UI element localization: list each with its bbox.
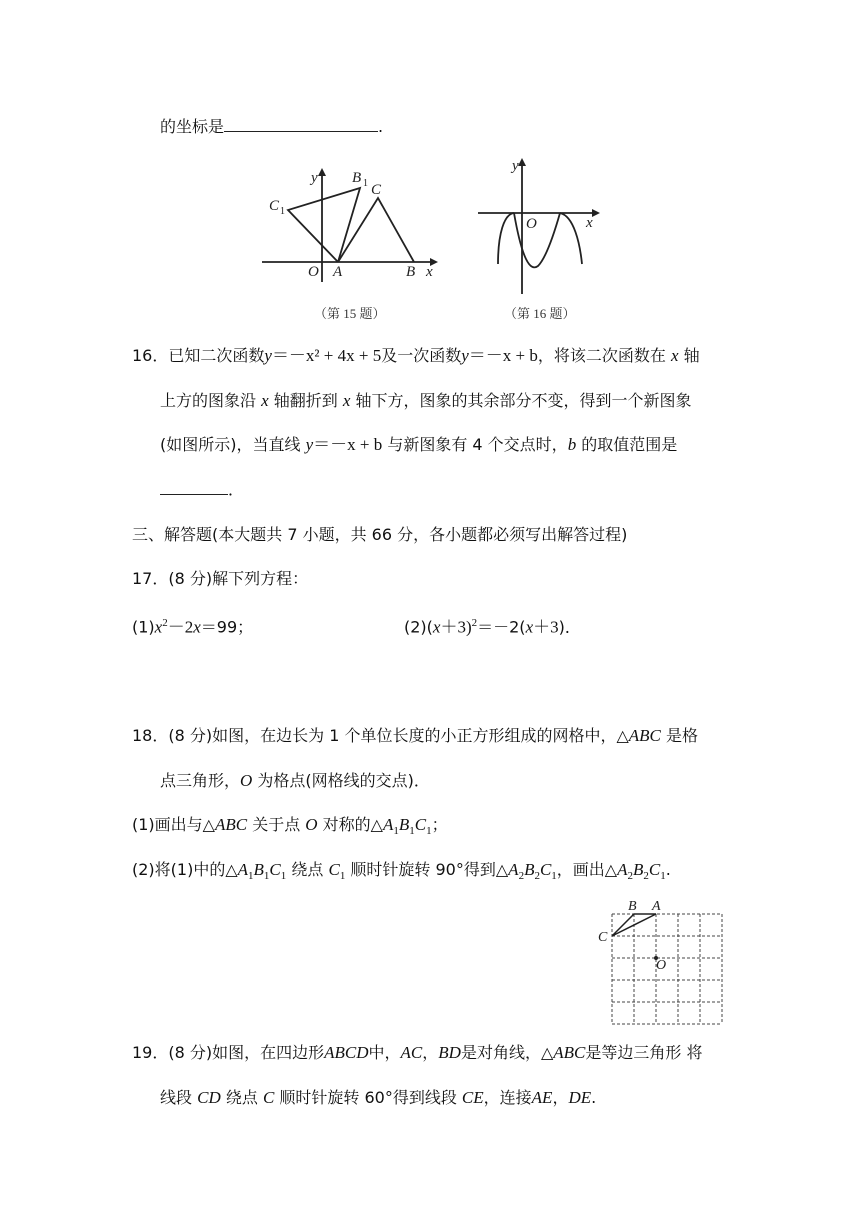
q17-p2-rhs: ＝－2( [477, 617, 526, 637]
figure-16 [474, 154, 604, 324]
q16-text-3a: (如图所示)，当直线 [160, 435, 301, 454]
q16-number: 16． [132, 346, 169, 365]
q18-line-1 [132, 725, 698, 747]
fig15-triangle-abc [338, 198, 414, 262]
q16-text-1c: ，将该二次函数在 [537, 346, 666, 365]
q16-text-1a: 已知二次函数 [168, 346, 265, 365]
q16-text-2b: 轴翻折到 [273, 391, 338, 410]
q16-text-1d: 轴 [683, 346, 700, 365]
q16-linear: ＝－x + b [313, 435, 383, 454]
math-bd: BD [438, 1043, 461, 1062]
fig18-label-c: C [598, 930, 608, 945]
q18-text-2a: 点三角形， [160, 771, 241, 790]
math-ae: AE [531, 1088, 553, 1107]
fig16-y-arrow [518, 158, 526, 166]
fig15-label-o: O [308, 264, 319, 280]
q15-text: 的坐标是 [160, 117, 225, 136]
q18-p2-c: 顺时针旋转 90°得到△ [350, 860, 509, 879]
math-y: y [305, 435, 314, 454]
fig18-label-b: B [628, 899, 637, 914]
q18-line-2 [160, 770, 430, 792]
fig16-label-o: O [526, 216, 537, 232]
fig16-x-arrow [592, 209, 600, 217]
q19-line-1 [132, 1042, 702, 1064]
q18-text-1b: 是格 [665, 726, 698, 745]
q18-p2-d: ，画出△ [556, 860, 618, 879]
math-ac: AC [400, 1043, 423, 1062]
math-y: y [461, 346, 469, 365]
q18-text-1a: 18．(8 分)如图，在边长为 1 个单位长度的小正方形组成的网格中，△ [132, 726, 629, 745]
q19-text-2a: 线段 [160, 1088, 193, 1107]
q17-p1-label: (1) [132, 617, 155, 637]
math-ce: CE [461, 1088, 484, 1107]
fig15-label-b1-sub: 1 [363, 178, 368, 189]
q18-p2-a: (2)将(1)中的△ [132, 860, 238, 879]
fig16-label-x: x [586, 215, 593, 231]
math-o: O [305, 815, 318, 834]
q19-text-1d: 是对角线，△ [460, 1043, 554, 1062]
fig15-y-arrow [318, 168, 326, 176]
fig16-right-branch [560, 213, 582, 264]
fig15-label-y: y [311, 170, 318, 186]
q19-text-2e: ， [552, 1088, 569, 1107]
q17-p1-rhs: ＝99； [200, 617, 254, 637]
fig15-triangle-ab1c1 [288, 188, 360, 262]
fig15-label-c: C [371, 182, 382, 198]
q18-p1-d: ； [431, 815, 448, 834]
fig15-label-x: x [426, 264, 433, 280]
math-abcd: ABCD [324, 1043, 369, 1062]
section-3-title: 三、解答题(本大题共 7 小题，共 66 分，各小题都必须写出解答过程) [132, 525, 628, 544]
q19-text-2f: . [591, 1088, 597, 1107]
math-c: C [262, 1088, 275, 1107]
fig15-label-c1-sub: 1 [280, 206, 285, 217]
q15-end: . [378, 117, 384, 136]
math-b: b [567, 435, 577, 454]
q18-text-2b: 为格点(网格线的交点)． [257, 771, 430, 790]
fig16-lower-arc [514, 213, 560, 267]
q17-p2-end: )． [558, 617, 581, 637]
q16-line-3 [160, 434, 677, 456]
fig15-label-c1: C [269, 198, 280, 214]
math-y: y [264, 346, 272, 365]
q17-part-2: $(2)(x+3)^2=-2(x+3)$． [404, 617, 581, 637]
fig15-label-b1: B [352, 170, 362, 186]
figure-15 [258, 162, 444, 324]
q16-line-2 [160, 390, 692, 412]
math-de: DE [568, 1088, 592, 1107]
q18-p1-c: 对称的△ [322, 815, 383, 834]
math-abc: ABC [628, 726, 661, 745]
q16-text-1b: 及一次函数 [381, 346, 462, 365]
q16-line-4 [160, 479, 244, 501]
triangle-abc [612, 914, 656, 936]
math-abc: ABC [553, 1043, 586, 1062]
q19-text-1e: 是等边三角形 将 [585, 1043, 703, 1062]
q15-answer-blank[interactable] [224, 117, 378, 132]
q16-end: ． [228, 480, 245, 499]
fig15-label-a: A [333, 264, 343, 280]
q19-text-1b: 中， [368, 1043, 401, 1062]
q19-text-2c: 顺时针旋转 60°得到线段 [279, 1088, 457, 1107]
q18-p1-b: 关于点 [252, 815, 301, 834]
q16-text-3b: 与新图象有 4 个交点时， [387, 435, 568, 454]
fig16-left-branch [498, 213, 514, 264]
fig18-label-a: A [652, 899, 661, 914]
q16-linear: ＝－x + b [468, 346, 538, 365]
math-cd: CD [197, 1088, 221, 1107]
q19-text-1a: 19．(8 分)如图，在四边形 [132, 1043, 325, 1062]
q15-answer-line [160, 116, 383, 138]
fig18-label-o: O [656, 958, 667, 973]
q17-p2-label: (2)( [404, 617, 433, 637]
q17-head: 17．(8 分)解下列方程： [132, 569, 309, 588]
grid-lines [612, 914, 722, 1024]
q16-text-2c: 轴下方，图象的其余部分不变，得到一个新图象 [355, 391, 692, 410]
q16-answer-blank[interactable] [160, 480, 228, 495]
q17-part-1: $(1)x^2-2x=99$； [132, 617, 254, 637]
math-abc: ABC [214, 815, 248, 834]
figure-18-grid [594, 896, 728, 1028]
math-x: x [670, 346, 679, 365]
q19-line-2 [160, 1087, 596, 1109]
q16-text-2a: 上方的图象沿 [160, 391, 257, 410]
fig16-label-y: y [512, 158, 519, 174]
fig16-caption: （第 16 题） [504, 306, 576, 321]
q18-p2-b: 绕点 [291, 860, 324, 879]
q16-quadratic: ＝－x² + 4x + 5 [271, 346, 382, 365]
math-x: x [261, 391, 269, 410]
q18-part-2: (2)将(1)中的$\triangle A_1B_1C_1$ 绕点 $C_1$ 顺时针旋转 90°得到$\triangle A_2B_2C_1$，画出$\triangle A_2B_2C_1$. [132, 860, 671, 883]
math-o: O [240, 771, 253, 790]
q16-text-3c: 的取值范围是 [581, 435, 678, 454]
q18-part-1: (1)画出与△ABC 关于点 O 对称的$\triangle A_1B_1C_1$； [132, 815, 448, 838]
fig15-label-b: B [406, 264, 416, 280]
math-x: x [342, 391, 351, 410]
q18-p2-e: . [665, 860, 671, 879]
q19-text-2d: ，连接 [483, 1088, 532, 1107]
q19-text-1c: ， [422, 1043, 439, 1062]
q18-p1-a: (1)画出与△ [132, 815, 215, 834]
fig15-caption: （第 15 题） [314, 306, 386, 321]
q19-text-2b: 绕点 [225, 1088, 258, 1107]
q16-line-1 [132, 345, 700, 367]
